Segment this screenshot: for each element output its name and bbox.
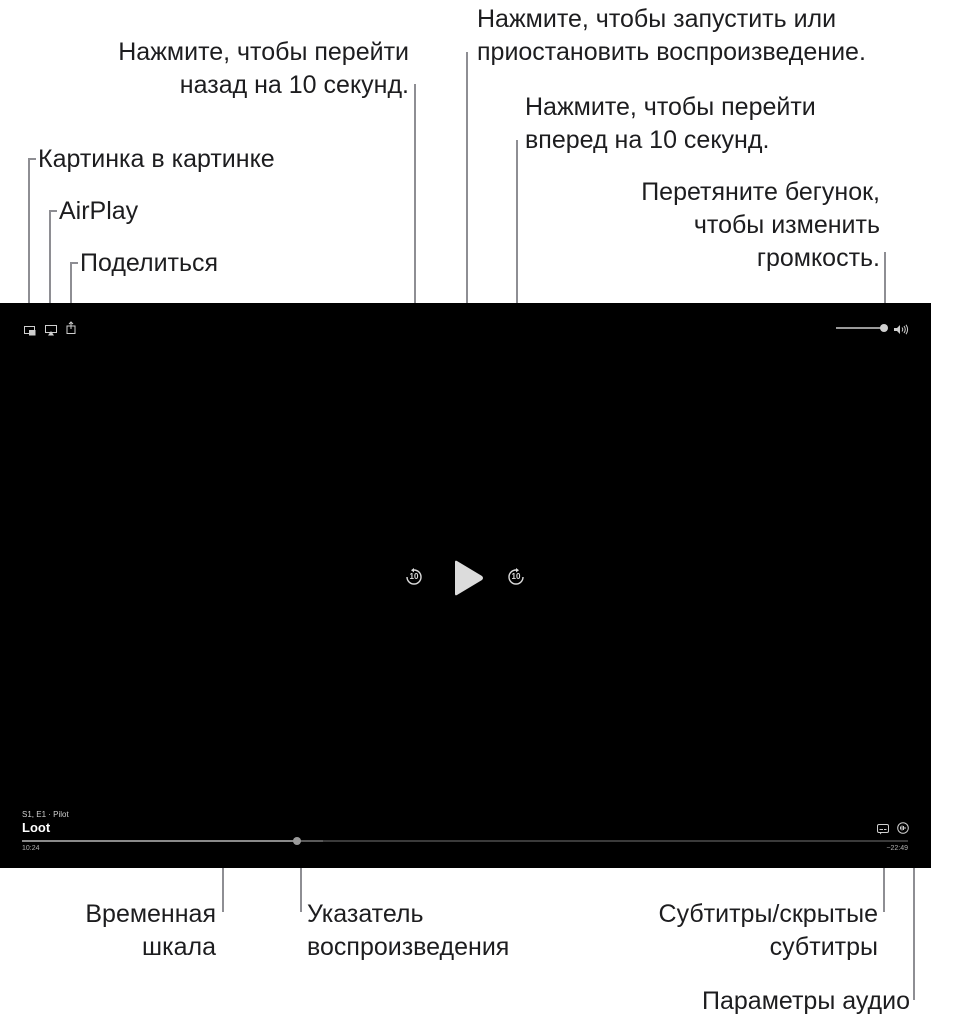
skip-forward-button[interactable] [507, 568, 525, 591]
leader-line-airplay-tick [49, 210, 57, 212]
callout-audio: Параметры аудио [702, 987, 910, 1015]
subtitles-button[interactable] [877, 822, 889, 840]
speaker-icon[interactable] [893, 322, 909, 340]
play-button[interactable] [452, 560, 484, 601]
play-icon [452, 560, 484, 596]
callout-airplay: AirPlay [59, 197, 139, 225]
callout-skip-back: Нажмите, чтобы перейти назад на 10 секунд. [118, 38, 409, 99]
timeline-played [22, 840, 297, 842]
leader-line-share-tick [70, 262, 78, 264]
audio-options-icon [897, 822, 909, 834]
callout-timeline: Временная шкала [85, 900, 216, 961]
subtitles-icon [877, 824, 889, 835]
share-icon[interactable] [66, 321, 76, 339]
pip-icon[interactable] [24, 323, 36, 341]
leader-line-pip [28, 158, 30, 322]
elapsed-time: 10:24 [22, 845, 40, 852]
callout-share: Поделиться [80, 249, 219, 277]
volume-knob[interactable] [880, 324, 888, 332]
callout-play-pause: Нажмите, чтобы запустить или приостановить воспроизведение. [477, 5, 866, 66]
playhead[interactable] [293, 837, 301, 845]
airplay-icon[interactable] [45, 323, 57, 341]
timeline[interactable] [22, 840, 908, 842]
callout-playhead: Указатель воспроизведения [307, 900, 510, 961]
volume-slider[interactable] [836, 327, 884, 329]
skip-back-label: 10 [409, 572, 419, 581]
episode-label: S1, E1 · Pilot [22, 810, 69, 819]
callout-skip-forward: Нажмите, чтобы перейти вперед на 10 секунд. [525, 93, 816, 154]
callout-volume: Перетяните бегунок, чтобы изменить громкость. [641, 178, 880, 272]
show-title: Loot [22, 820, 51, 835]
audio-options-button[interactable] [897, 821, 909, 839]
skip-forward-label: 10 [511, 572, 521, 581]
skip-back-button[interactable] [405, 568, 423, 591]
callout-pip: Картинка в картинке [38, 145, 275, 173]
callout-subtitles: Субтитры/скрытые субтитры [658, 900, 878, 961]
leader-line-pip-tick [28, 158, 36, 160]
remaining-time: −22:49 [886, 845, 908, 852]
